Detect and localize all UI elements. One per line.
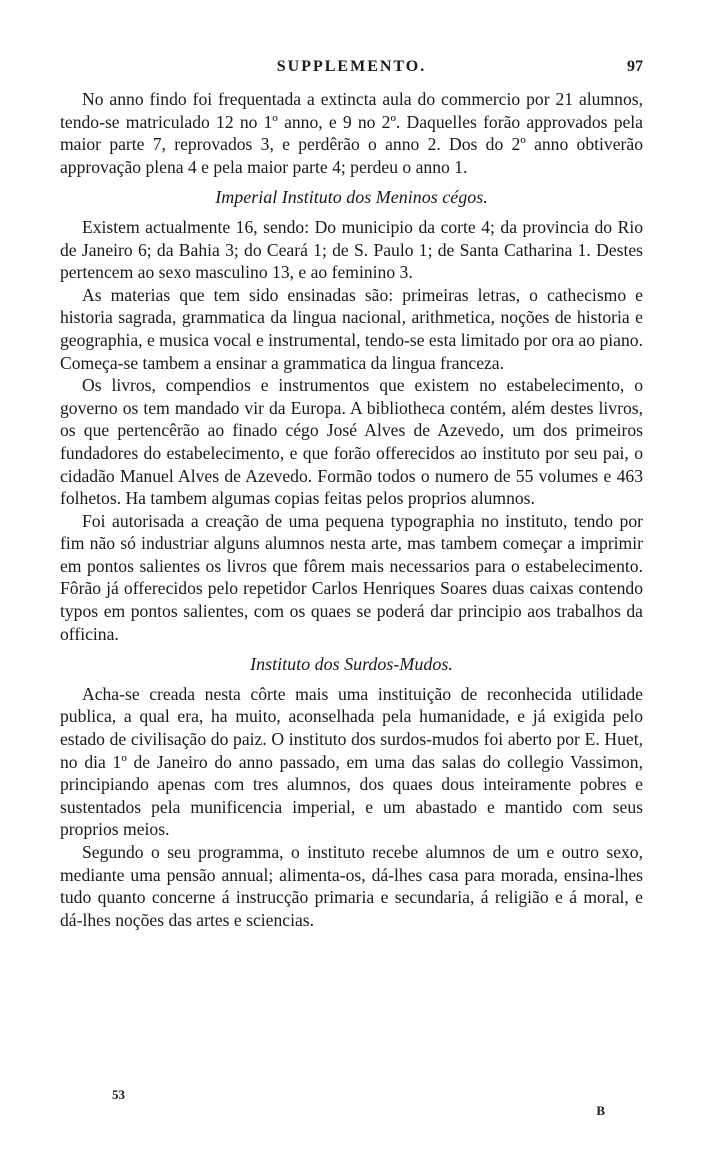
gathering-letter: B: [596, 1103, 605, 1118]
printer-signature-number: 53: [112, 1087, 125, 1102]
paragraph: Os livros, compendios e instrumentos que existem no estabelecimento, o governo os tem mandado vir da Europa. A bibliotheca contém, além destes livros, os que pertencêrão ao finado cégo José Alves de Azevedo, um dos primeiros fundadores do estabelecimento, e que forão offerecidos ao instituto por seu pai, o cidadão Manuel Alves de Azevedo. Formão todos o numero de 55 volumes e 463 folhetos. Ha tambem algumas copias feitas pelos proprios alumnos.: [60, 375, 643, 509]
section-heading-cegos: Imperial Instituto dos Meninos cégos.: [215, 187, 488, 208]
paragraph: Foi autorisada a creação de uma pequena typographia no instituto, tendo por fim não só industriar alguns alumnos nesta arte, mas tambem começar a imprimir em pontos salientes os livros que fôrem mais necessarios para o estabelecimento. Fôrão já offerecidos pelo repetidor Carlos Henriques Soares duas caixas contendo typos em pontos salientes, com os quaes se poderá dar principio aos trabalhos da officina.: [60, 510, 643, 644]
running-title: SUPPLEMENTO.: [276, 58, 427, 75]
paragraph: Acha-se creada nesta côrte mais uma instituição de reconhecida utilidade publica, a qual era, ha muito, aconselhada pela humanidade, e já exigida pelo estado de civilisação do paiz. O instituto dos surdos-mudos foi aberto por E. Huet, no dia 1º de Janeiro do anno passado, em uma das salas do collegio Vassimon, principiando apenas com tres alumnos, dos quaes dous inteiramente pobres e sustentados pela munificencia imperial, e um abastado e mantido com seus proprios meios.: [60, 683, 643, 840]
page-number: 97: [627, 58, 643, 75]
body-text: [60, 88, 643, 931]
paragraph: Segundo o seu programma, o instituto recebe alumnos de um e outro sexo, mediante uma pensão annual; alimenta-os, dá-lhes casa para morada, ensina-lhes tudo quanto concerne á instrucção primaria e secundaria, á religião e á moral, e dá-lhes noções das artes e sciencias.: [60, 842, 643, 930]
section-heading-surdos: Instituto dos Surdos-Mudos.: [250, 654, 453, 675]
commerce-class-paragraph: No anno findo foi frequentada a extincta aula do commercio por 21 alumnos, tendo-se matriculado 12 no 1º anno, e 9 no 2º. Daquelles forão approvados pela maior parte 7, reprovados 3, e perdêrão o anno 2. Dos do 2º anno obtiverão approvação plena 4 e pela maior parte 4; perdeu o anno 1.: [60, 89, 643, 177]
paragraph: As materias que tem sido ensinadas são: primeiras letras, o cathecismo e historia sagrada, grammatica da lingua nacional, arithmetica, noções de historia e geographia, e musica vocal e instrumental, tendo-se esta limitado por ora ao piano. Começa-se tambem a ensinar a grammatica da lingua franceza.: [60, 284, 643, 373]
running-head: [60, 58, 643, 82]
paragraph: Existem actualmente 16, sendo: Do municipio da corte 4; da provincia do Rio de Janeiro 6; da Bahia 3; do Ceará 1; de S. Paulo 1; de Santa Catharina 1. Destes pertencem ao sexo masculino 13, e ao feminino 3.: [60, 216, 643, 283]
